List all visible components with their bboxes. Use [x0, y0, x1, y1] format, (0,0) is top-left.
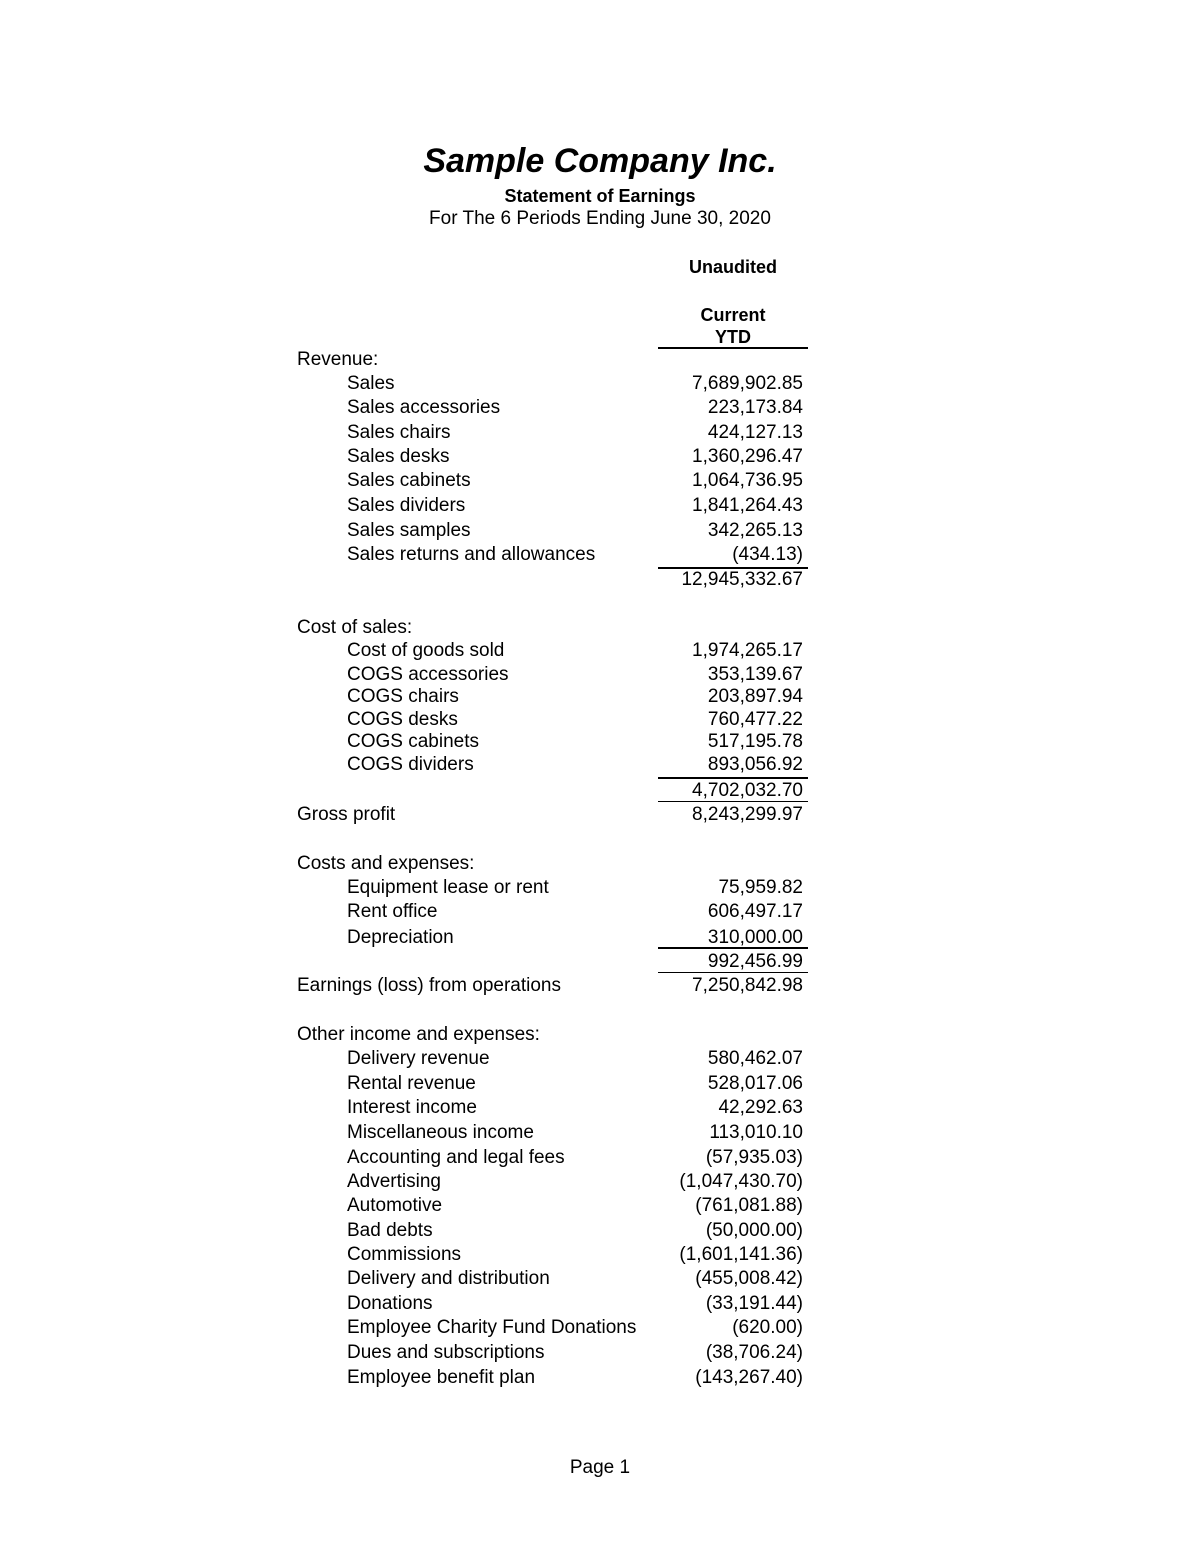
row-amount: 4,702,032.70	[692, 780, 803, 801]
row-amount: (1,047,430.70)	[679, 1171, 803, 1192]
line-item	[0, 1367, 1200, 1389]
line-item	[0, 877, 1200, 899]
line-item	[0, 901, 1200, 923]
costs-and-expenses-total-rule	[658, 972, 808, 973]
line-item	[0, 397, 1200, 419]
row-label: Advertising	[347, 1171, 441, 1192]
row-amount: (1,601,141.36)	[679, 1244, 803, 1265]
row-label: Sales returns and allowances	[347, 544, 596, 565]
row-amount: (50,000.00)	[705, 1220, 803, 1241]
row-amount: 353,139.67	[707, 664, 803, 685]
line-item	[0, 1293, 1200, 1315]
line-item	[0, 664, 1200, 686]
row-amount: 12,945,332.67	[681, 569, 803, 590]
row-amount: (33,191.44)	[705, 1293, 803, 1314]
row-amount: 760,477.22	[707, 709, 803, 730]
row-label: COGS cabinets	[347, 731, 479, 752]
costs-and-expenses-total	[0, 951, 1200, 973]
row-amount: 893,056.92	[707, 754, 803, 775]
row-label: Depreciation	[347, 927, 454, 948]
line-item	[0, 1195, 1200, 1217]
row-amount: (434.13)	[732, 544, 803, 565]
row-amount: 342,265.13	[707, 520, 803, 541]
row-amount: (38,706.24)	[705, 1342, 803, 1363]
row-label: Sales accessories	[347, 397, 501, 418]
line-item	[0, 709, 1200, 731]
row-label: Gross profit	[297, 804, 396, 825]
row-label: Sales cabinets	[347, 470, 471, 491]
section-heading-other-income-and-expenses	[0, 1024, 1200, 1046]
line-item	[0, 640, 1200, 662]
line-item	[0, 446, 1200, 468]
row-label: Sales samples	[347, 520, 471, 541]
row-label: Sales chairs	[347, 422, 451, 443]
row-label: COGS dividers	[347, 754, 474, 775]
line-item	[0, 1122, 1200, 1144]
line-item	[0, 1342, 1200, 1364]
line-item	[0, 686, 1200, 708]
row-label: Employee benefit plan	[347, 1367, 536, 1388]
cost-of-sales-total-rule	[658, 801, 808, 802]
section-heading-costs-and-expenses	[0, 853, 1200, 875]
line-item	[0, 373, 1200, 395]
row-amount: 528,017.06	[707, 1073, 803, 1094]
row-label: Earnings (loss) from operations	[297, 975, 561, 996]
row-label: Other income and expenses:	[297, 1024, 540, 1045]
row-label: COGS chairs	[347, 686, 459, 707]
row-label: Cost of goods sold	[347, 640, 505, 661]
row-amount: (620.00)	[732, 1317, 803, 1338]
row-amount: 8,243,299.97	[692, 804, 803, 825]
line-item	[0, 495, 1200, 517]
line-item	[0, 470, 1200, 492]
statement-period: For The 6 Periods Ending June 30, 2020	[429, 208, 771, 229]
line-item	[0, 1244, 1200, 1266]
row-label: Equipment lease or rent	[347, 877, 549, 898]
line-item	[0, 1268, 1200, 1290]
row-amount: 113,010.10	[709, 1122, 803, 1143]
row-amount: 424,127.13	[707, 422, 803, 443]
line-item	[0, 731, 1200, 753]
line-item	[0, 520, 1200, 542]
row-amount: (143,267.40)	[695, 1367, 803, 1388]
row-amount: (761,081.88)	[695, 1195, 803, 1216]
row-label: Delivery and distribution	[347, 1268, 550, 1289]
row-amount: 42,292.63	[718, 1097, 803, 1118]
line-item	[0, 1220, 1200, 1242]
row-label: Bad debts	[347, 1220, 433, 1241]
row-label: Accounting and legal fees	[347, 1147, 565, 1168]
line-item	[0, 1171, 1200, 1193]
cost-of-sales-total	[0, 780, 1200, 802]
gross-profit-row	[0, 804, 1200, 826]
row-label: Rental revenue	[347, 1073, 476, 1094]
row-label: Cost of sales:	[297, 617, 413, 638]
row-amount: 1,841,264.43	[692, 495, 803, 516]
row-label: COGS desks	[347, 709, 458, 730]
row-amount: 580,462.07	[707, 1048, 803, 1069]
row-label: COGS accessories	[347, 664, 509, 685]
line-item	[0, 544, 1200, 566]
row-label: Donations	[347, 1293, 433, 1314]
line-item	[0, 1097, 1200, 1119]
row-amount: 1,064,736.95	[692, 470, 803, 491]
row-amount: (455,008.42)	[695, 1268, 803, 1289]
section-heading-cost-of-sales	[0, 617, 1200, 639]
column-header-line-2: YTD	[715, 327, 751, 347]
row-amount: 203,897.94	[707, 686, 803, 707]
cost-of-sales-subtotal-rule	[658, 777, 808, 779]
line-item	[0, 1147, 1200, 1169]
row-amount: 223,173.84	[707, 397, 803, 418]
line-item	[0, 1073, 1200, 1095]
row-amount: 1,974,265.17	[692, 640, 803, 661]
row-label: Revenue:	[297, 349, 379, 370]
row-label: Miscellaneous income	[347, 1122, 534, 1143]
row-label: Rent office	[347, 901, 438, 922]
row-amount: 606,497.17	[707, 901, 803, 922]
row-label: Dues and subscriptions	[347, 1342, 545, 1363]
row-label: Delivery revenue	[347, 1048, 490, 1069]
statement-title: Statement of Earnings	[504, 186, 696, 206]
column-group-header: Unaudited	[689, 257, 777, 277]
row-amount: 7,689,902.85	[692, 373, 803, 394]
row-label: Sales dividers	[347, 495, 466, 516]
column-header-line-1: Current	[700, 305, 766, 325]
line-item	[0, 422, 1200, 444]
revenue-subtotal-rule	[658, 567, 808, 569]
row-amount: (57,935.03)	[705, 1147, 803, 1168]
row-label: Sales	[347, 373, 395, 394]
line-item	[0, 927, 1200, 949]
line-item	[0, 1317, 1200, 1339]
row-amount: 7,250,842.98	[692, 975, 803, 996]
page-number: Page 1	[569, 1457, 631, 1478]
costs-and-expenses-subtotal-rule	[658, 947, 808, 949]
earnings-from-operations-row	[0, 975, 1200, 997]
row-label: Commissions	[347, 1244, 462, 1265]
row-label: Automotive	[347, 1195, 443, 1216]
row-amount: 517,195.78	[707, 731, 803, 752]
revenue-total	[0, 569, 1200, 591]
row-amount: 1,360,296.47	[692, 446, 803, 467]
row-label: Sales desks	[347, 446, 450, 467]
row-label: Employee Charity Fund Donations	[347, 1317, 637, 1338]
row-label: Interest income	[347, 1097, 477, 1118]
section-heading-revenue	[0, 349, 1200, 371]
company-name: Sample Company Inc.	[423, 142, 777, 180]
row-label: Costs and expenses:	[297, 853, 475, 874]
line-item	[0, 754, 1200, 776]
row-amount: 310,000.00	[707, 927, 803, 948]
line-item	[0, 1048, 1200, 1070]
row-amount: 75,959.82	[718, 877, 803, 898]
row-amount: 992,456.99	[707, 951, 803, 972]
